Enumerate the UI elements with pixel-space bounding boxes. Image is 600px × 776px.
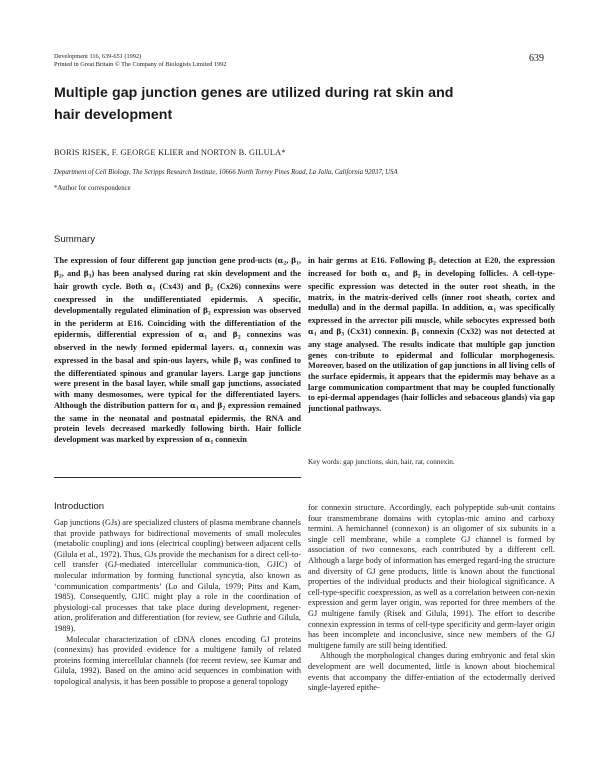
summary-heading: Summary (54, 234, 96, 245)
intro-paragraph-1: Gap junctions (GJs) are specialized clusters of plasma membrane channels that provide pathways for bidirectional movements of small molecules (metabolic coupling) and ions (electrical coupling) between adjacent cells (Gilula et al., 1972). Thus, GJs provide the mechanism for a direct cell-to-cell transfer (GJ-mediated intercellular communica-tion, GJIC) of molecular information by forming functional syncytia, also known as ‘communication compartments’ (Lo and Gilula, 1979; Pitts and Kam, 1985). Consequently, GJIC might play a role in the coordination of physiologi-cal processes that take place during development, regener-ation, proliferation and differentiation (for review, see Guthrie and Gilula, 1989). (54, 518, 301, 633)
introduction-heading: Introduction (54, 501, 105, 512)
intro-right-column (308, 503, 555, 694)
keywords: Key words: gap junctions, skin, hair, rat, connexin. (308, 458, 455, 466)
page-number: 639 (529, 53, 544, 64)
summary-left-column (54, 256, 301, 448)
affiliation: Department of Cell Biology, The Scripps Research Institute, 10666 North Torrey Pines Road, La Jolla, California 92037, USA (54, 169, 398, 176)
summary-paragraph-right: in hair germs at E16. Following $\beta_2$ detection at E20, the expression increased for both $\alpha_1$ and $\beta_2$ in developing follicles. A cell-type-specific expression was detected in the outer root sheath, in the matrix, in the matrix-derived cells (inner root sheath, cortex and medulla) and in the dermal papilla. In addition, $\alpha_1$ was specifically expressed in the arrector pili muscle, while sebocytes expressed both $\alpha_1$ and $\beta_3$ (Cx31) connexin. $\beta_1$ connexin (Cx32) was not detected at any stage analysed. The results indicate that multiple gap junction genes con-tribute to epidermal and follicular morphogenesis. Moreover, based on the utilization of gap junctions in all living cells of the surface epidermis, it appears that the epidermis may behave as a large communication compartment that may be coupled functionally to epi-dermal appendages (hair follicles and sebaceous glands) via gap junctional pathways. (308, 256, 556, 413)
correspondence-note: *Author for correspondence (54, 185, 131, 192)
intro-left-column (54, 518, 301, 688)
section-divider (54, 477, 301, 478)
journal-header (54, 53, 227, 69)
summary-paragraph-left: The expression of four different gap junction gene prod-ucts ($\alpha_2$, $\beta_1$, $\beta_2$, and $\beta_3$) has been analysed during rat skin development and the hair growth cycle. Both $\alpha_1$ (Cx43) and $\beta_2$ (Cx26) connexins were coexpressed in the undifferentiated epidermis. A specific, developmentally regulated elimination of $\beta_2$ expression was observed in the periderm at E16. Coinciding with the differentiation of the epidermis, differential expression of $\alpha_1$ and $\beta_2$ connexins was observed in the newly formed epidermal layers. $\alpha_1$ connexin was expressed in the basal and spin-ous layers, while $\beta_2$ was confined to the differentiated spinous and granular layers. Large gap junctions were present in the basal layer, while small gap junctions, associated with many desmosomes, were typical for the differentiated layers. Although the distribution pattern for $\alpha_1$ and $\beta_2$ expression remained the same in the neonatal and postnatal epidermis, the RNA and protein levels decreased markedly following birth. Hair follicle development was marked by expression of $\alpha_1$ connexin (54, 256, 302, 446)
intro-paragraph-4: Although the morphological changes during embryonic and fetal skin development are well documented, little is known about biochemical events that accompany the differ-entiation of the ectodermally derived single-layered epithe- (308, 651, 555, 693)
journal-citation: Development 116, 639-651 (1992) (54, 53, 142, 60)
intro-paragraph-2: Molecular characterization of cDNA clones encoding GJ proteins (connexins) has provided evidence for a multigene family of related proteins forming intercellular channels (for recent review, see Kumar and Gilula, 1992). Based on the amino acid sequences in combination with topological analysis, it has been possible to propose a general topology (54, 634, 301, 686)
copyright-line: Printed in Great Britain © The Company of Biologists Limited 1992 (54, 61, 227, 68)
summary-right-column (308, 256, 555, 414)
intro-paragraph-3: for connexin structure. Accordingly, each polypeptide sub-unit contains four transmembrane domains with cytoplas-mic amino and carboxy termini. A hemichannel (connexon) is an oligomer of six subunits in a single cell membrane, while a complete GJ channel is formed by association of two connexons, each contributed by a different cell. Although a large body of information has emerged regard-ing the structure and diversity of GJ gene products, little is known about the functional properties of the individual products and their biological significance. A cell-type-specific coexpression, as well as a correlation between con-nexin expression and germ layer origin, was reported for three members of the GJ multigene family (Risek and Gilula, 1991). The effort to describe connexin expression in terms of cell-type specificity and germ-layer origin has been incomplete and inconclusive, since new members of the GJ multigene family are still being identified. (308, 503, 555, 650)
author-list: BORIS RISEK, F. GEORGE KLIER and NORTON B. GILULA* (54, 148, 286, 157)
article-title: Multiple gap junction genes are utilized during rat skin and hair development (54, 85, 454, 123)
